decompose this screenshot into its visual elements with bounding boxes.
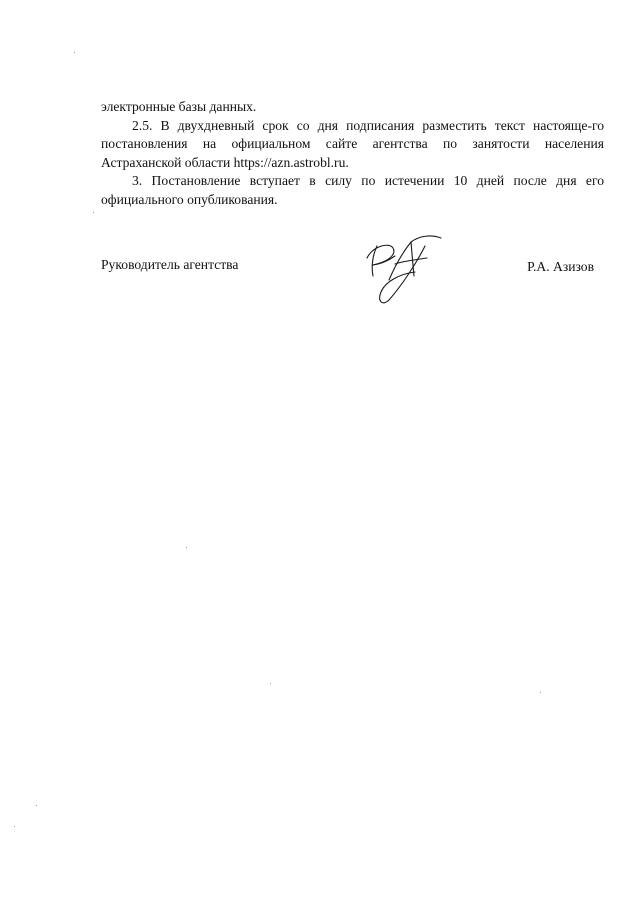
- paragraph-continuation: электронные базы данных.: [101, 99, 257, 114]
- document-body: [101, 98, 604, 209]
- scan-speck: [270, 683, 271, 684]
- paragraph-3: 3. Постановление вступает в силу по истечении 10 дней после дня его официального опубликования.: [101, 173, 604, 207]
- paragraph-2-5: 2.5. В двухдневный срок со дня подписания разместить текст настояще-го постановления на официальном сайте агентства по занятости населения Астраханской области https://azn.astrobl.ru.: [101, 117, 604, 170]
- signature-block: [101, 228, 604, 318]
- handwritten-signature: [359, 228, 449, 308]
- scan-speck: [186, 547, 187, 548]
- scan-speck: [93, 212, 94, 213]
- signatory-title: Руководитель агентства: [101, 257, 239, 272]
- scan-speck: [540, 692, 541, 693]
- signatory-name: Р.А. Азизов: [527, 259, 594, 274]
- scan-speck: [14, 826, 15, 827]
- scan-speck: [74, 52, 75, 53]
- scan-speck: [36, 805, 37, 806]
